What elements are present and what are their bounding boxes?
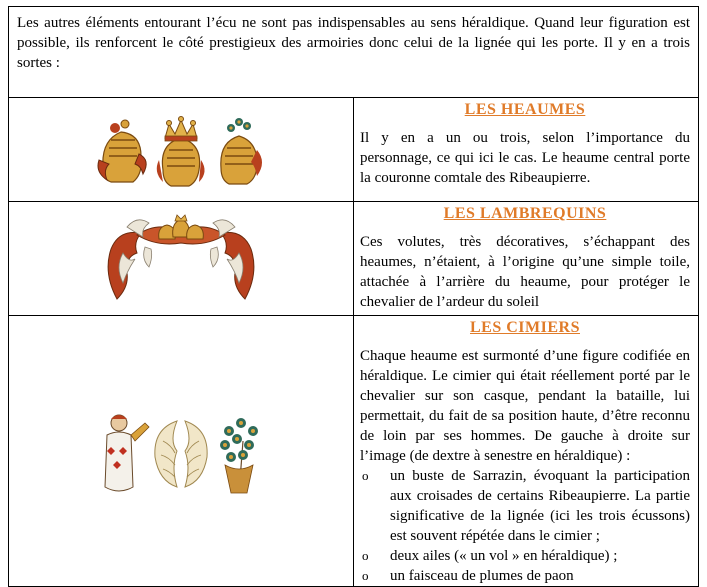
- section-row-lambrequins: [9, 202, 699, 316]
- section-title-cimiers: LES CIMIERS: [470, 319, 580, 336]
- section-text-heaumes: Il y en a un ou trois, selon l’importance du personnage, ce qui ici le cas. Le heaume central porte la couronne comtale des Ribeaupierre.: [360, 130, 690, 186]
- intro-text: Les autres éléments entourant l’écu ne sont pas indispensables au sens héraldique. Quand leur figuration est possible, ils renforcent le côté prestigieux des armoiries donc celui de la lignée qui les porte. Il y en a trois sortes :: [9, 7, 699, 98]
- three-helmets-illustration: [97, 110, 265, 190]
- document-table-wrapper: [8, 6, 699, 584]
- list-item: [360, 546, 690, 566]
- crests-illustration: [97, 401, 265, 501]
- mantling-image-cell: [9, 202, 354, 316]
- section-row-cimiers: [9, 316, 699, 587]
- crests-image-cell: [9, 316, 354, 587]
- list-item-text: un faisceau de plumes de paon: [390, 568, 574, 584]
- crests-text-cell: [354, 316, 699, 587]
- helmets-text-cell: [354, 98, 699, 202]
- intro-row: [9, 7, 699, 98]
- list-item: [360, 566, 690, 586]
- list-item-text: un buste de Sarrazin, évoquant la participation aux croisades de certains Ribeaupierre. La partie significative de la lignée (ici les trois écussons) est souvent répétée dans le cimier ;: [390, 468, 690, 544]
- list-bullet: o: [362, 468, 369, 483]
- helmets-image-cell: [9, 98, 354, 202]
- section-row-heaumes: [9, 98, 699, 202]
- section-title-heaumes: LES HEAUMES: [464, 101, 586, 118]
- mantling-illustration: [97, 213, 265, 305]
- list-item: [360, 466, 690, 546]
- section-text-cimiers: Chaque heaume est surmonté d’une figure codifiée en héraldique. Le cimier qui était réellement porté par le chevalier sur son casque, pendant la bataille, lui permettait, du fait de sa position haute, d’être reconnu de loin par ses hommes. De gauche à droite sur l’image (de dextre à senestre en héraldique) :: [360, 348, 690, 464]
- list-item-text: deux ailes (« un vol » en héraldique) ;: [390, 548, 618, 564]
- section-text-lambrequins: Ces volutes, très décoratives, s’échappant des heaumes, n’étaient, à l’origine qu’une simple toile, attachée à l’arrière du heaume, pour protéger le chevalier de l’ardeur du soleil: [360, 234, 690, 310]
- crests-list: [360, 466, 690, 586]
- mantling-text-cell: [354, 202, 699, 316]
- list-bullet: o: [362, 548, 369, 563]
- heraldry-table: [8, 6, 699, 587]
- list-bullet: o: [362, 568, 369, 583]
- section-title-lambrequins: LES LAMBREQUINS: [443, 205, 607, 222]
